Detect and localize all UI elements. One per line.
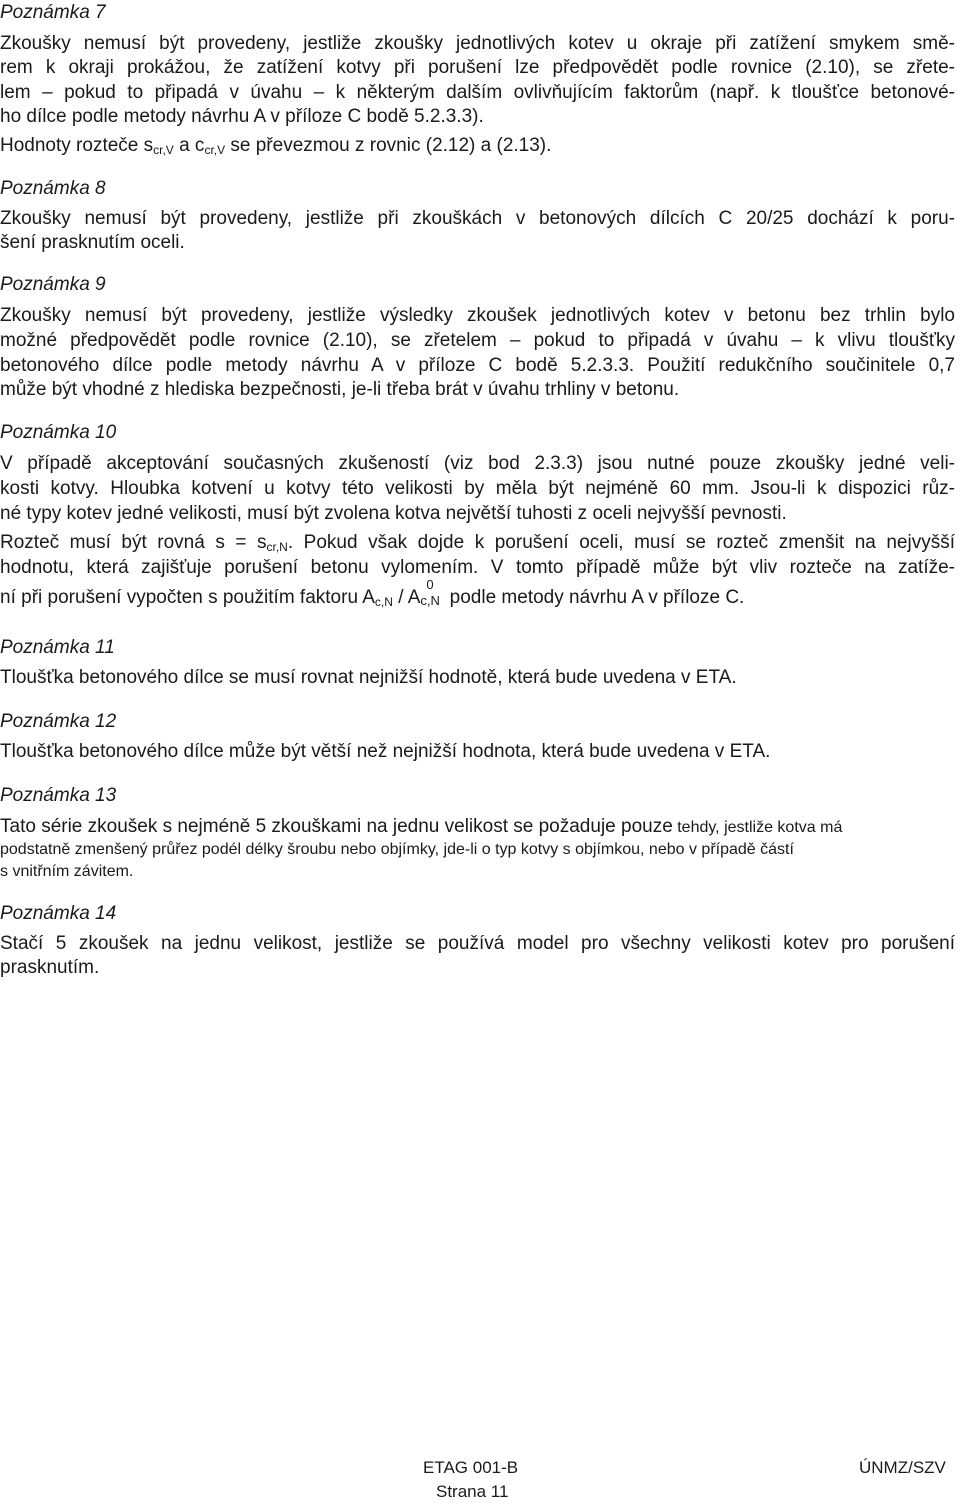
spacing-sub: cr,N (266, 540, 288, 554)
formula-text: Hodnoty rozteče s (0, 135, 154, 156)
footer-page-number: Strana 11 (436, 1482, 509, 1501)
factor-text: ní při porušení vypočten s použitím faktoru A (0, 587, 375, 608)
note-13-heading: Poznámka 13 (0, 785, 117, 806)
note-9-line-1: Zkoušky nemusí být provedeny, jestliže výsledky zkoušek jednotlivých kotev v betonu bez trhlin bylo (0, 305, 955, 326)
note-8-line-2: šení prasknutím oceli. (0, 232, 185, 253)
note-7-line-3: lem – pokud to připadá v úvahu – k některým dalším ovlivňujícím faktorům (např. k tloušťce betonové- (0, 82, 955, 103)
formula-text: a c (173, 135, 205, 156)
note-8-heading: Poznámka 8 (0, 178, 106, 199)
note-10-line-5: hodnotu, která zajišťuje porušení betonu vylomením. V tomto případě může být vliv rozteče na zatíže- (0, 557, 955, 578)
note-10-spacing (0, 530, 955, 556)
note-7-line-1: Zkoušky nemusí být provedeny, jestliže zkoušky jednotlivých kotev u okraje při zatížení smykem smě- (0, 33, 955, 54)
note-7-line-2: rem k okraji prokážou, že zatížení kotvy při porušení lze předpovědět podle rovnice (2.10), se zřete- (0, 57, 955, 78)
note-14-line-2: prasknutím. (0, 957, 100, 978)
note-7-line-4: ho dílce podle metody návrhu A v příloze C bodě 5.2.3.3). (0, 106, 484, 127)
note-14-heading: Poznámka 14 (0, 903, 117, 924)
footer-doc-id: ETAG 001-B (423, 1458, 519, 1477)
note-10-heading: Poznámka 10 (0, 422, 117, 443)
note-10-factor (0, 577, 955, 611)
factor-superscript-subscript (420, 577, 444, 608)
spacing-text: Rozteč musí být rovná s = s (0, 532, 267, 553)
factor-sup: 0 (426, 577, 434, 592)
formula-sub: cr,V (204, 143, 226, 157)
formula-text: se převezmou z rovnic (2.12) a (2.13). (225, 135, 552, 156)
note-9-line-3: betonového dílce podle metody návrhu A v příloze C bodě 5.2.3.3. Použití redukčního součinitele 0,7 (0, 355, 955, 376)
note-12-text: Tloušťka betonového dílce může být větší než nejnižší hodnota, která bude uvedena v ETA. (0, 741, 771, 762)
note-12-heading: Poznámka 12 (0, 711, 117, 732)
note-10-line-2: kosti kotvy. Hloubka kotvení u kotvy této velikosti by měla být nejméně 60 mm. Jsou-li k dispozici růz- (0, 478, 955, 499)
note-14-line-1: Stačí 5 zkoušek na jednu velikost, jestliže se používá model pro všechny velikosti kotev pro porušení (0, 933, 955, 954)
factor-sub: c,N (374, 595, 393, 609)
factor-sub: c,N (420, 593, 440, 608)
note-10-line-3: né typy kotev jedné velikosti, musí být zvolena kotva největší tuhosti z oceli nejvyšší pevnosti. (0, 503, 787, 524)
note-13-line-2: podstatně zmenšený průřez podél délky šroubu nebo objímky, jde-li o typ kotvy s objímkou, nebo v případě částí (0, 841, 794, 858)
note-9-line-2: možné předpovědět podle rovnice (2.10), se zřetelem – pokud to připadá v úvahu – k vlivu tloušťky (0, 330, 955, 351)
note-7-heading: Poznámka 7 (0, 2, 106, 23)
formula-sub: cr,V (153, 143, 174, 157)
note-9-heading: Poznámka 9 (0, 274, 106, 295)
note-8-line-1: Zkoušky nemusí být provedeny, jestliže při zkouškách v betonových dílcích C 20/25 dochází k poru- (0, 208, 955, 229)
note-9-line-4: může být vhodné z hlediska bezpečnosti, je-li třeba brát v úvahu trhliny v betonu. (0, 379, 680, 400)
note-13-line-1-a: Tato série zkoušek s nejméně 5 zkouškami na jednu velikost se požaduje pouze (0, 816, 673, 837)
factor-text: podle metody návrhu A v příloze C. (444, 587, 745, 608)
note-10-line-1: V případě akceptování současných zkušeností (viz bod 2.3.3) jsou nutné pouze zkoušky jedné veli- (0, 453, 955, 474)
note-7-formula (0, 133, 955, 159)
note-13-line-1-b: tehdy, jestliže kotva má (672, 819, 843, 836)
factor-text: / A (392, 587, 421, 608)
footer-organization: ÚNMZ/SZV (859, 1458, 946, 1477)
spacing-text: . Pokud však dojde k porušení oceli, musí se rozteč zmenšit na nejvyšší (287, 532, 955, 553)
note-13-line-3: s vnitřním závitem. (0, 863, 134, 880)
note-11-heading: Poznámka 11 (0, 637, 115, 658)
note-11-text: Tloušťka betonového dílce se musí rovnat nejnižší hodnotě, která bude uvedena v ETA. (0, 667, 737, 688)
